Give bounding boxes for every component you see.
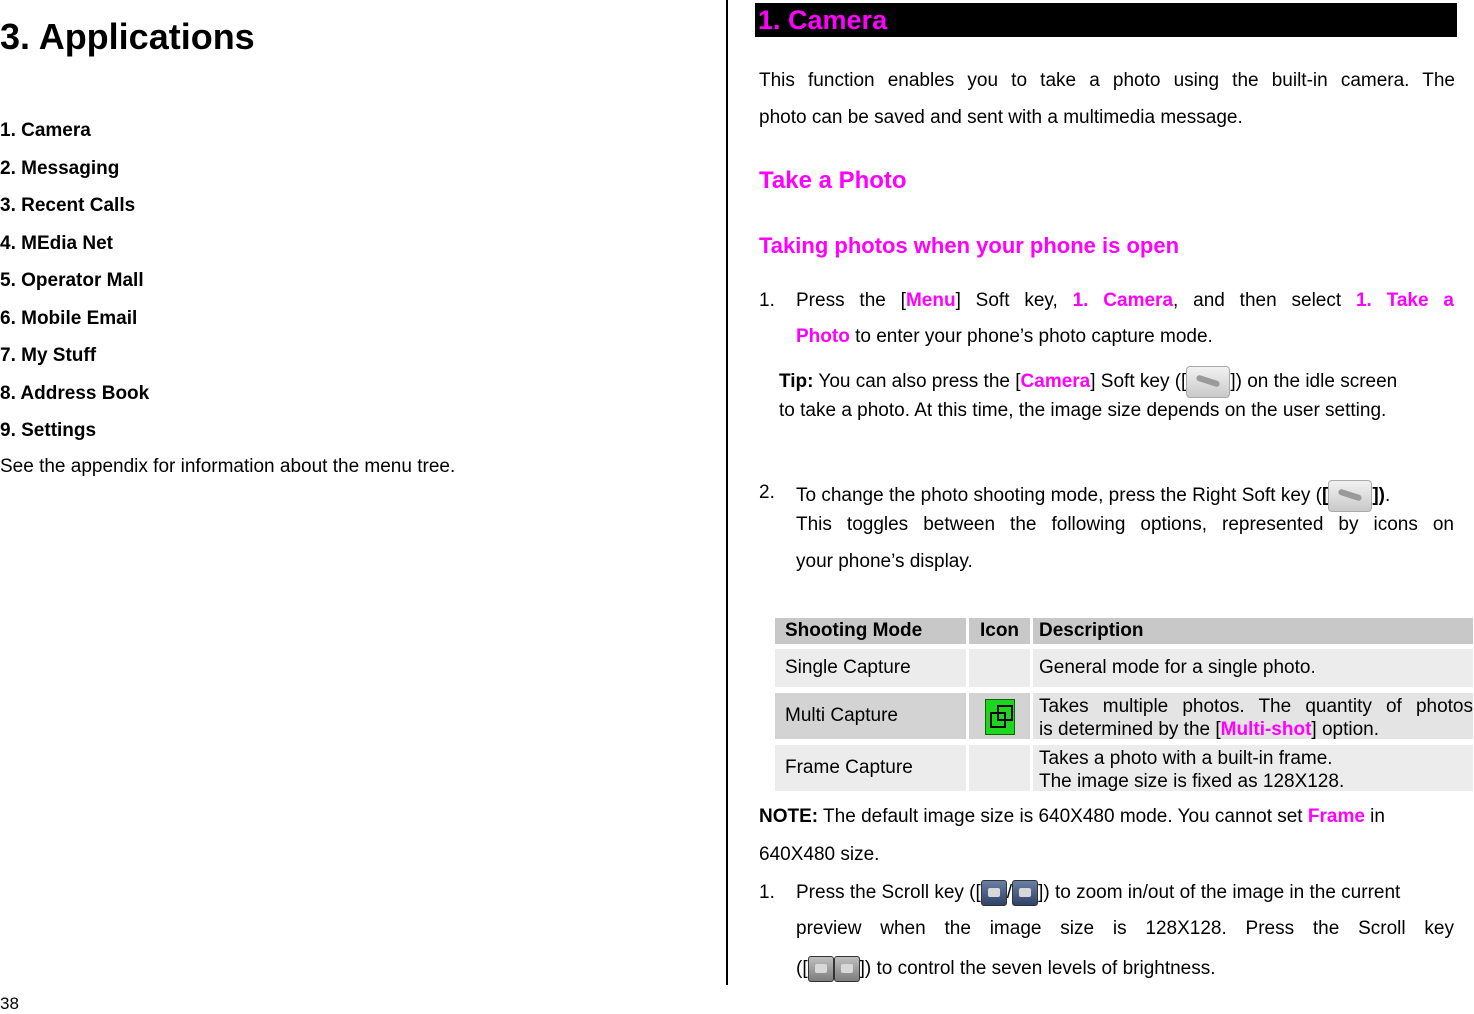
note-label: NOTE: — [759, 806, 819, 827]
step2-line2: This toggles between the following options, represented by icons on — [796, 514, 1454, 535]
mode-name: Multi Capture — [785, 705, 898, 726]
note-line1 — [759, 804, 1385, 830]
mode-description: General mode for a single photo. — [1039, 657, 1316, 678]
text: ] Soft key, — [955, 290, 1058, 311]
text: ([ — [796, 958, 808, 980]
text: ]) to control the seven levels of brightness. — [859, 958, 1216, 980]
list-item: 7. My Stuff — [0, 345, 97, 366]
step2-line3: your phone’s display. — [796, 551, 973, 572]
mode-name: Frame Capture — [785, 757, 913, 778]
table-cell — [774, 744, 967, 792]
appendix-note: See the appendix for information about the menu tree. — [0, 456, 456, 477]
text: . — [1384, 485, 1391, 507]
list-item: 8. Address Book — [0, 382, 150, 404]
table-cell — [774, 648, 967, 688]
text: / — [1006, 882, 1013, 904]
table-header: Icon — [968, 617, 1031, 645]
table-cell — [1032, 648, 1474, 688]
mode-description — [1039, 695, 1473, 741]
table-cell — [1032, 744, 1474, 792]
frame-label: Frame — [1307, 806, 1365, 827]
text: in — [1364, 806, 1385, 827]
mode-description — [1039, 747, 1473, 793]
text: ] option. — [1311, 719, 1380, 740]
heading-phone-open: Taking photos when your phone is open — [759, 233, 1180, 258]
scroll-down-icon — [1012, 880, 1038, 906]
text: ] Soft key ([ — [1090, 371, 1187, 393]
scroll-line3 — [796, 956, 1216, 982]
table-cell — [968, 648, 1031, 688]
table-cell — [968, 692, 1031, 740]
step1-line2 — [796, 324, 1213, 350]
note-line2: 640X480 size. — [759, 844, 880, 865]
scroll-line2: preview when the image size is 128X128. Press the Scroll key — [796, 918, 1454, 939]
list-item: 9. Settings — [0, 420, 97, 441]
text: To change the photo shooting mode, press the Right Soft key ( — [796, 485, 1322, 507]
text: You can also press the [ — [813, 371, 1021, 393]
step2-line1 — [796, 480, 1390, 512]
scroll-line1 — [796, 880, 1400, 906]
text: , and then select — [1173, 290, 1342, 311]
text: [ — [1322, 485, 1329, 507]
text: The image size is fixed as 128X128. — [1039, 771, 1345, 792]
text: Press the [ — [796, 290, 906, 311]
text: The default image size is 640X480 mode. You cannot set — [818, 806, 1308, 827]
list-item: 5. Operator Mall — [0, 270, 144, 291]
table-cell — [774, 692, 967, 740]
table-header: Description — [1032, 617, 1474, 645]
scroll-left-icon — [808, 956, 834, 982]
step1-line1 — [796, 288, 1454, 314]
step-number: 1. — [759, 882, 775, 903]
intro-line: This function enables you to take a photo using the built-in camera. The — [759, 70, 1455, 91]
list-item: 3. Recent Calls — [0, 195, 136, 216]
tip-label: Tip: — [779, 371, 814, 393]
multi-shot-label: Multi-shot — [1220, 719, 1312, 740]
take-photo-label: 1. Take a — [1355, 290, 1454, 311]
text: ]) — [1372, 485, 1385, 507]
table-cell — [1032, 692, 1474, 740]
text: Takes a photo with a built-in frame. — [1039, 748, 1333, 769]
menu-list — [0, 118, 149, 456]
list-item: 2. Messaging — [0, 157, 120, 179]
intro-line: photo can be saved and sent with a multimedia message. — [759, 107, 1243, 128]
text: is determined by the [ — [1039, 719, 1221, 740]
section-banner: 1. Camera — [755, 3, 1457, 37]
camera-menu-label: 1. Camera — [1072, 290, 1174, 311]
text: Takes multiple photos. The quantity of photos — [1039, 696, 1473, 717]
soft-key-icon — [1186, 366, 1230, 398]
list-item: 4. MEdia Net — [0, 232, 113, 254]
table-cell — [968, 744, 1031, 792]
text: to enter your phone’s photo capture mode. — [849, 326, 1213, 347]
multi-capture-icon — [985, 699, 1015, 735]
text: Press the Scroll key ([ — [796, 882, 981, 904]
text: ]) to zoom in/out of the image in the current — [1038, 882, 1401, 904]
take-photo-label: Photo — [796, 326, 850, 347]
page-divider — [726, 0, 728, 985]
scroll-up-icon — [981, 880, 1007, 906]
tip-line2: to take a photo. At this time, the image size depends on the user setting. — [779, 400, 1387, 421]
camera-key-label: Camera — [1020, 371, 1091, 393]
mode-name: Single Capture — [785, 657, 911, 678]
step-number: 1. — [759, 290, 775, 311]
menu-key-label: Menu — [905, 290, 956, 311]
text: ]) on the idle screen — [1230, 371, 1398, 393]
list-item: 1. Camera — [0, 120, 91, 141]
right-soft-key-icon — [1328, 480, 1372, 512]
tip-line1 — [779, 366, 1397, 398]
step-number: 2. — [759, 482, 775, 503]
list-item: 6. Mobile Email — [0, 307, 138, 329]
heading-take-photo: Take a Photo — [759, 167, 907, 194]
page-title: 3. Applications — [0, 16, 255, 57]
table-header: Shooting Mode — [774, 617, 967, 645]
page-number: 38 — [0, 994, 19, 1013]
scroll-right-icon — [834, 956, 860, 982]
